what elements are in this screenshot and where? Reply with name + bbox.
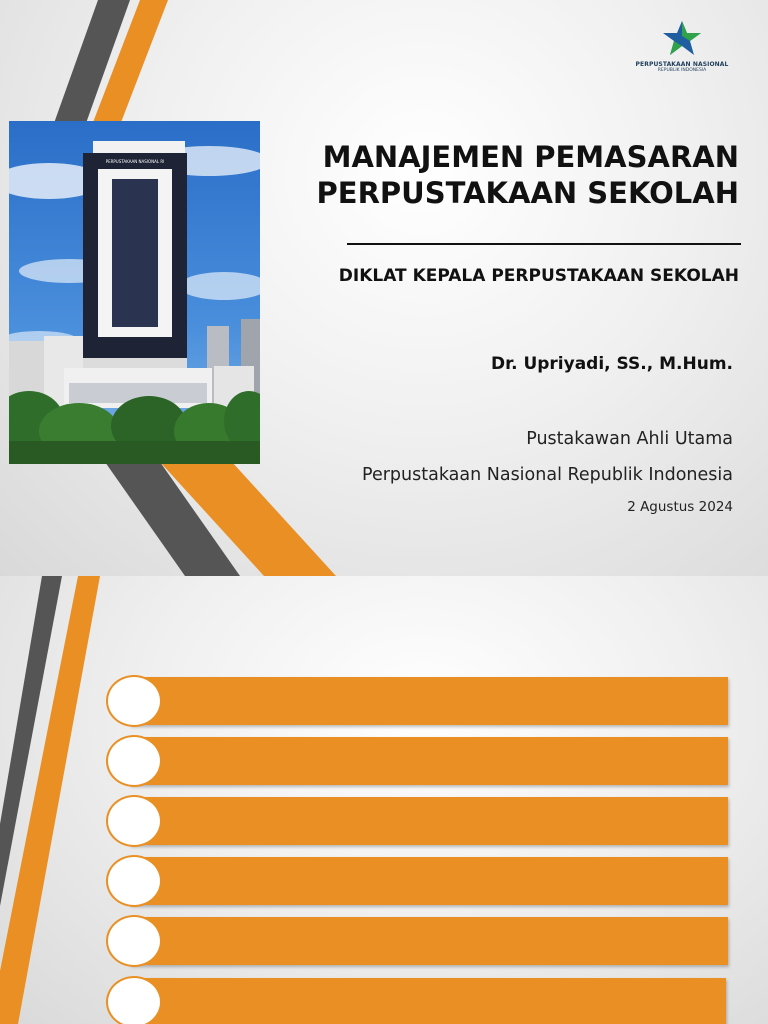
library-building-photo — [9, 121, 260, 464]
author-institution: Perpustakaan Nasional Republik Indonesia — [362, 465, 733, 485]
agenda-item — [130, 917, 728, 965]
agenda-item — [130, 978, 726, 1024]
slide-title — [269, 139, 739, 211]
logo-name: PERPUSTAKAAN NASIONAL — [635, 61, 729, 68]
agenda-item — [130, 677, 728, 725]
agenda-bullet — [106, 915, 162, 967]
agenda-item — [130, 797, 728, 845]
star-logo-icon — [661, 20, 703, 56]
logo-subname: REPUBLIK INDONESIA — [657, 68, 707, 73]
agenda-bullet — [106, 675, 162, 727]
title-line-1: MANAJEMEN PEMASARAN — [322, 140, 739, 174]
agenda-item — [130, 857, 728, 905]
title-divider — [347, 243, 741, 245]
agenda-bullet — [106, 976, 162, 1024]
perpusnas-logo — [632, 20, 732, 73]
building-sign: PERPUSTAKAAN NASIONAL RI — [105, 159, 165, 164]
agenda-item — [130, 737, 728, 785]
author-position: Pustakawan Ahli Utama — [526, 429, 733, 449]
title-line-2: PERPUSTAKAAN SEKOLAH — [316, 176, 739, 210]
agenda-bullet — [106, 855, 162, 907]
presentation-date: 2 Agustus 2024 — [627, 499, 733, 515]
agenda-slide — [0, 576, 768, 1024]
agenda-bullet — [106, 735, 162, 787]
author-name: Dr. Upriyadi, SS., M.Hum. — [491, 354, 733, 374]
slide-subtitle: DIKLAT KEPALA PERPUSTAKAAN SEKOLAH — [338, 266, 739, 286]
agenda-bullet — [106, 795, 162, 847]
